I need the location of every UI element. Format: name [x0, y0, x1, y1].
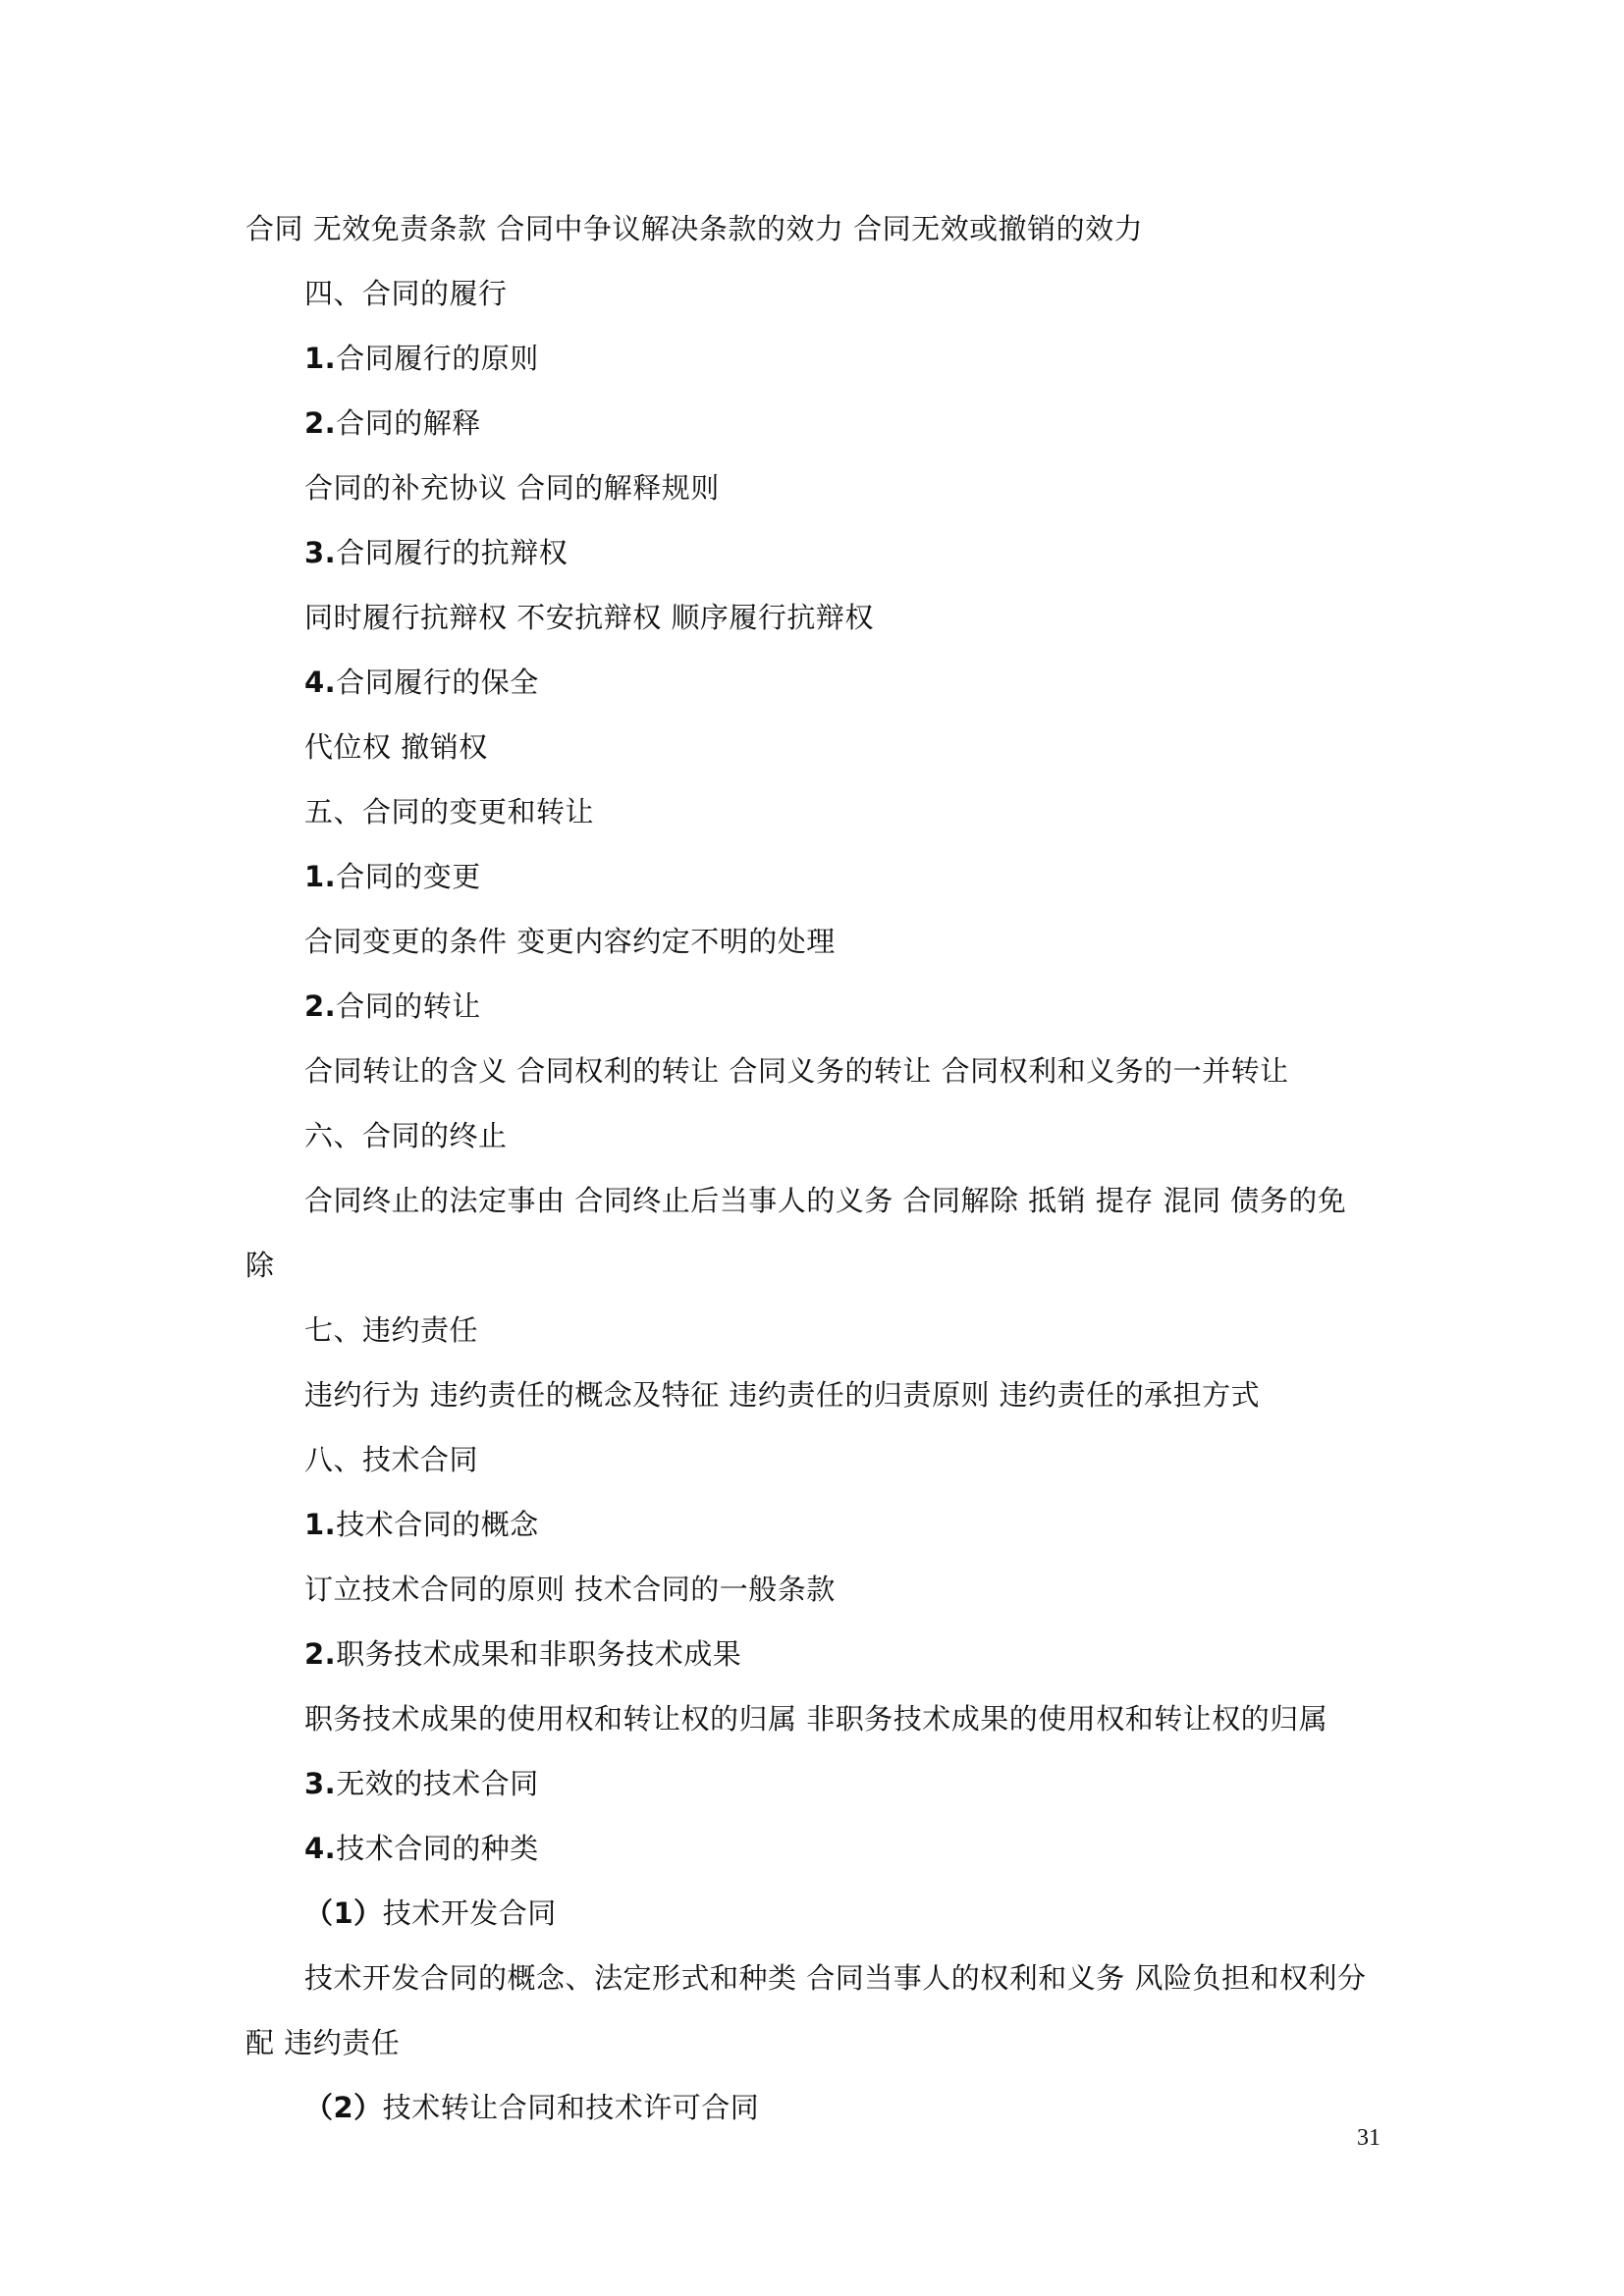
item-paren-number: （2） [304, 2091, 383, 2124]
section-heading-5: 五、合同的变更和转让 [304, 795, 595, 828]
text-line: 技术开发合同的概念、法定形式和种类 合同当事人的权利和义务 风险负担和权利分 [304, 1961, 1367, 1995]
item-title: 合同履行的抗辩权 [336, 536, 568, 569]
subheading-5-1 [304, 857, 1394, 896]
text-line-continuation: 合同 无效免责条款 合同中争议解决条款的效力 合同无效或撤销的效力 [245, 212, 1144, 245]
item-title: 技术合同的种类 [336, 1832, 539, 1865]
section-heading-7: 七、违约责任 [304, 1313, 479, 1347]
subheading-5-2 [304, 987, 1394, 1026]
item-number: 1. [304, 860, 337, 893]
subheading-8-1 [304, 1505, 1394, 1544]
subheading-4-4 [304, 663, 1394, 702]
subheading-8-3 [304, 1764, 1394, 1803]
item-title: 合同的转让 [336, 989, 481, 1023]
section-heading-8: 八、技术合同 [304, 1443, 479, 1476]
item-title: 无效的技术合同 [336, 1767, 539, 1800]
item-number: 1. [304, 1508, 337, 1541]
item-number: 4. [304, 1832, 337, 1865]
item-title: 合同履行的保全 [336, 666, 539, 699]
text-line: 合同变更的条件 变更内容约定不明的处理 [304, 925, 836, 958]
text-line: 职务技术成果的使用权和转让权的归属 非职务技术成果的使用权和转让权的归属 [304, 1702, 1328, 1735]
item-title: 合同的解释 [336, 406, 481, 440]
subheading-4-1 [304, 339, 1394, 378]
text-line: 合同的补充协议 合同的解释规则 [304, 471, 720, 505]
item-number: 4. [304, 666, 337, 699]
page-number: 31 [1357, 2125, 1380, 2151]
item-title: 技术转让合同和技术许可合同 [382, 2091, 760, 2124]
item-number: 3. [304, 536, 337, 569]
section-heading-6: 六、合同的终止 [304, 1119, 508, 1152]
sub-subheading-1 [304, 1894, 1394, 1933]
text-line-wrap: 配 违约责任 [245, 2026, 401, 2059]
subheading-8-4 [304, 1829, 1394, 1868]
text-line: 合同终止的法定事由 合同终止后当事人的义务 合同解除 抵销 提存 混同 债务的免 [304, 1184, 1347, 1217]
text-line: 订立技术合同的原则 技术合同的一般条款 [304, 1573, 836, 1606]
item-number: 2. [304, 989, 337, 1023]
item-number: 3. [304, 1767, 337, 1800]
item-number: 2. [304, 406, 337, 440]
item-title: 技术开发合同 [382, 1896, 557, 1930]
item-paren-number: （1） [304, 1896, 383, 1930]
item-number: 1. [304, 342, 337, 375]
text-line-wrap: 除 [245, 1249, 275, 1282]
text-line: 代位权 撤销权 [304, 730, 488, 764]
item-title: 技术合同的概念 [336, 1508, 539, 1541]
sub-subheading-2 [304, 2088, 1394, 2127]
subheading-4-2 [304, 403, 1394, 443]
item-title: 合同履行的原则 [336, 342, 539, 375]
text-line: 同时履行抗辩权 不安抗辩权 顺序履行抗辩权 [304, 601, 874, 634]
text-line: 合同转让的含义 合同权利的转让 合同义务的转让 合同权利和义务的一并转让 [304, 1054, 1289, 1088]
item-title: 合同的变更 [336, 860, 481, 893]
item-number: 2. [304, 1637, 337, 1671]
item-title: 职务技术成果和非职务技术成果 [336, 1637, 742, 1671]
text-line: 违约行为 违约责任的概念及特征 违约责任的归责原则 违约责任的承担方式 [304, 1378, 1261, 1412]
subheading-8-2 [304, 1634, 1394, 1674]
subheading-4-3 [304, 533, 1394, 572]
section-heading-4: 四、合同的履行 [304, 277, 508, 310]
